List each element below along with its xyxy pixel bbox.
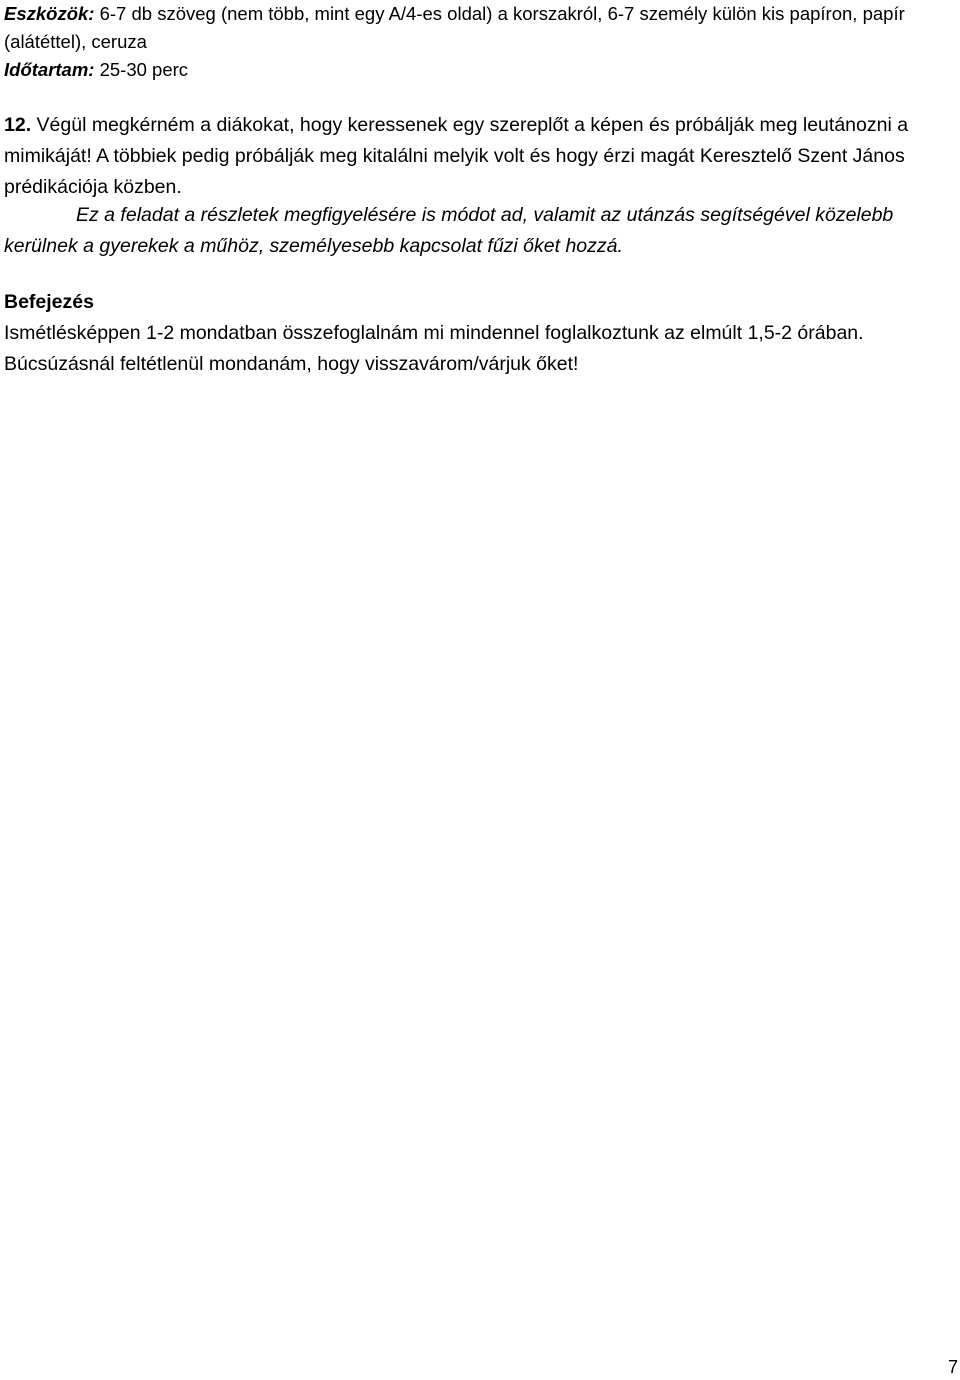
materials-text: 6-7 db szöveg (nem több, mint egy A/4-es oldal) a korszakról, 6-7 személy külön kis papíron, papír (alátéttel), ceruza [4,3,905,52]
duration-label: Időtartam: [4,59,95,80]
duration-line [4,56,944,84]
step-text-part1: Végül megkérném a diákokat, hogy keressenek egy szereplőt a képen és próbálják meg leutánozni a mimikáját! [4,114,909,167]
duration-text: 25-30 perc [94,59,189,80]
conclusion-heading: Befejezés [4,291,94,313]
step-number: 12. [4,114,32,136]
step-text-part2: A többiek pedig próbálják meg kitalálni melyik volt és hogy érzi magát Keresztelő Szent János prédikációja közben. [4,145,905,198]
materials-label: Eszközök: [4,3,95,24]
step-12-paragraph [4,110,944,203]
italic-note-paragraph: Ez a feladat a részletek megfigyelésére is módot ad, valamit az utánzás segítségével közelebb kerülnek a gyerekek a műhöz, személyesebb kapcsolat fűzi őket hozzá. [4,204,894,257]
conclusion-paragraph: Ismétlésképpen 1-2 mondatban összefoglalnám mi mindennel foglalkoztunk az elmúlt 1,5-2 órában. Búcsúzásnál feltétlenül mondanám, hogy visszavárom/várjuk őket! [4,322,864,375]
materials-line [4,0,944,56]
page-number: 7 [947,1357,958,1377]
